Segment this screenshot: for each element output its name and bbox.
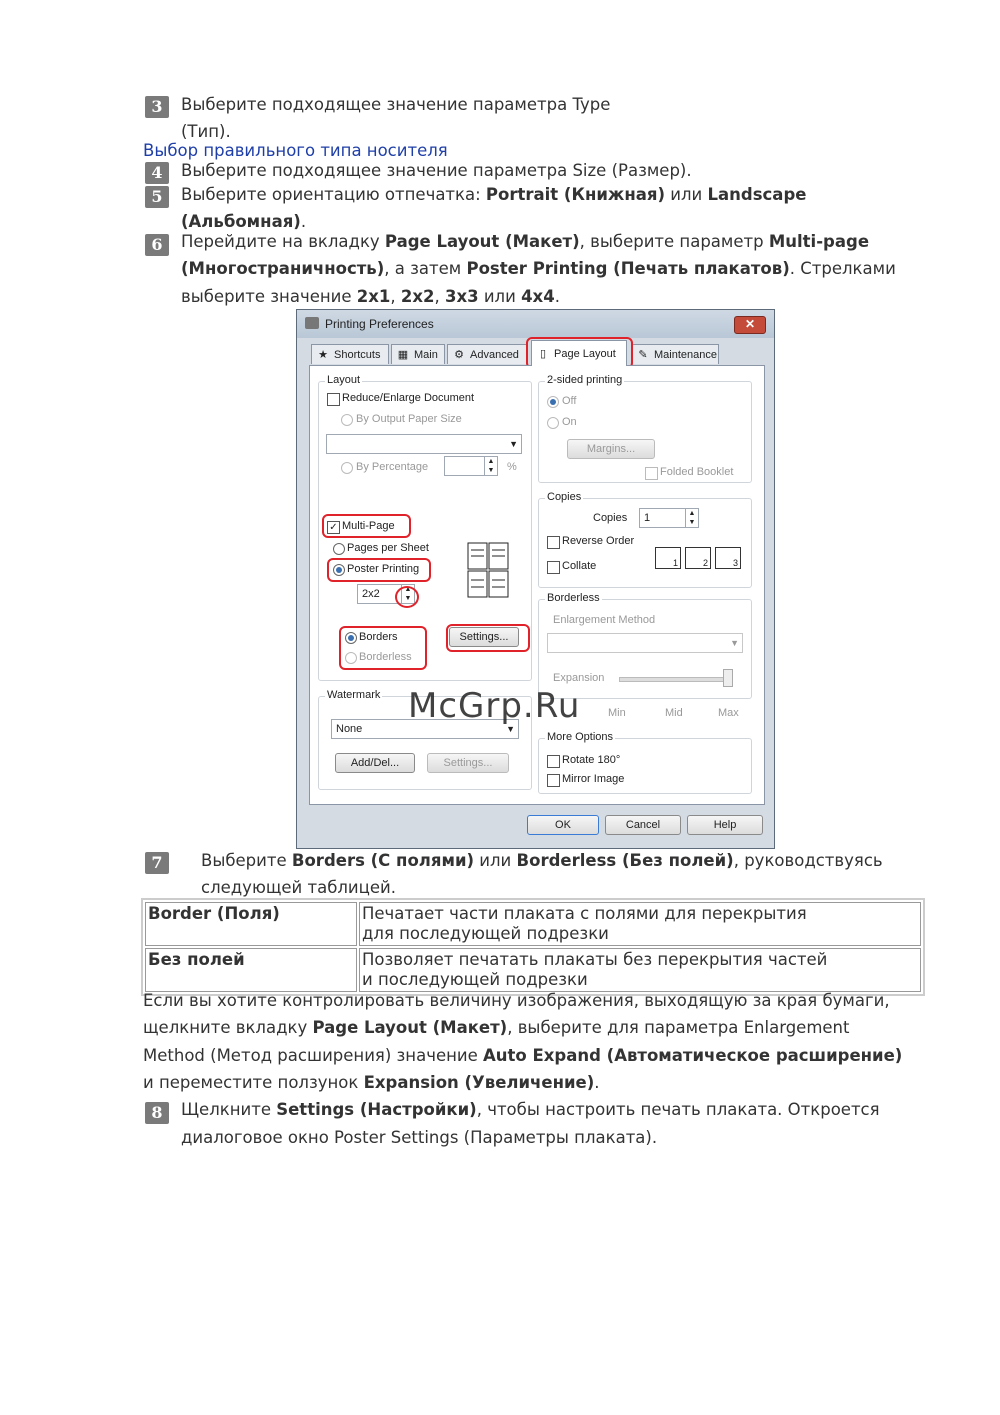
collate-label: Collate bbox=[562, 560, 597, 572]
by-percentage-radio[interactable] bbox=[341, 462, 353, 474]
table-value-cell bbox=[359, 902, 921, 946]
media-type-link[interactable]: Выбор правильного типа носителя bbox=[143, 141, 448, 160]
collate-page-3-icon: 3 bbox=[715, 547, 741, 569]
poster-preview-icon bbox=[467, 542, 509, 598]
tab-page-layout[interactable] bbox=[531, 340, 627, 366]
page-icon: ▯ bbox=[539, 348, 547, 360]
two-sided-on-label: On bbox=[562, 416, 577, 428]
pages-per-sheet-radio[interactable] bbox=[333, 543, 345, 555]
two-sided-on-radio[interactable] bbox=[547, 417, 559, 429]
reverse-order-checkbox[interactable] bbox=[547, 536, 560, 549]
two-sided-off-radio[interactable] bbox=[547, 396, 559, 408]
step-6-text-cont2: выберите значение 2x1, 2x2, 3x3 или 4x4. bbox=[181, 287, 560, 306]
folded-booklet-checkbox[interactable] bbox=[645, 467, 658, 480]
spin-arrows-icon: ▲ ▼ bbox=[685, 509, 698, 527]
dialog-title: Printing Preferences bbox=[325, 317, 434, 331]
tab-shortcuts[interactable] bbox=[311, 344, 389, 364]
chevron-down-icon: ▼ bbox=[509, 439, 518, 449]
table-row bbox=[145, 902, 921, 946]
expansion-label: Expansion bbox=[553, 672, 605, 684]
borderless-group bbox=[538, 592, 752, 699]
more-options-title: More Options bbox=[547, 731, 614, 743]
step-number-6: 6 bbox=[145, 234, 169, 256]
collate-page-1-icon: 1 bbox=[655, 547, 681, 569]
multi-page-checkbox[interactable]: ✓ bbox=[327, 521, 340, 534]
poster-size-value: 2x2 bbox=[362, 588, 380, 600]
copies-value: 1 bbox=[644, 512, 651, 524]
highlight-settings bbox=[446, 624, 530, 652]
by-percentage-label: By Percentage bbox=[356, 461, 429, 473]
tab-advanced[interactable] bbox=[447, 344, 527, 364]
step-6-text-cont: (Многостраничность), а затем Poster Printing (Печать плакатов). Стрелками bbox=[181, 259, 896, 278]
step-number-4: 4 bbox=[145, 162, 169, 184]
tab-maintenance-label: Maintenance bbox=[654, 349, 717, 361]
step-5-text: Выберите ориентацию отпечатка: Portrait (Книжная) или Landscape bbox=[181, 185, 807, 204]
step-number-8: 8 bbox=[145, 1102, 169, 1124]
mcgrp-watermark: McGrp.Ru bbox=[408, 686, 581, 726]
expansion-slider-thumb[interactable] bbox=[723, 669, 733, 687]
table-value-line: для последующей подрезки bbox=[362, 924, 609, 943]
enlargement-method-select[interactable] bbox=[547, 633, 743, 653]
multi-page-label: Multi-Page bbox=[342, 520, 395, 532]
chevron-down-icon: ▼ bbox=[730, 638, 739, 648]
highlight-poster-printing bbox=[327, 558, 431, 582]
copies-label: Copies bbox=[593, 512, 628, 524]
ok-button[interactable]: OK bbox=[527, 815, 599, 835]
borders-label: Borders bbox=[359, 631, 398, 643]
folded-booklet-label: Folded Booklet bbox=[660, 466, 734, 478]
watermark-value: None bbox=[336, 723, 363, 735]
tab-main-label: Main bbox=[414, 349, 438, 361]
para-line-1: Если вы хотите контролировать величину изображения, выходящую за края бумаги, bbox=[143, 991, 890, 1010]
poster-settings-button[interactable]: Settings... bbox=[449, 627, 519, 647]
rotate-checkbox[interactable] bbox=[547, 755, 560, 768]
reduce-enlarge-label: Reduce/Enlarge Document bbox=[342, 392, 475, 404]
step-8-text: Щелкните Settings (Настройки), чтобы настроить печать плаката. Откроется bbox=[181, 1100, 880, 1119]
close-button[interactable]: ✕ bbox=[734, 316, 766, 334]
table-value-line: Позволяет печатать плакаты без перекрытия частей bbox=[362, 950, 828, 969]
expansion-slider-track[interactable] bbox=[619, 677, 733, 682]
page-layout-panel bbox=[309, 365, 765, 805]
by-output-label: By Output Paper Size bbox=[356, 413, 462, 425]
expansion-min-label: Min bbox=[608, 707, 626, 719]
poster-printing-label: Poster Printing bbox=[347, 563, 420, 575]
two-sided-group bbox=[538, 374, 752, 483]
table-key-cell: Без полей bbox=[145, 948, 357, 992]
percentage-input[interactable] bbox=[444, 456, 498, 476]
wrench-icon: ✎ bbox=[638, 349, 648, 361]
two-sided-title: 2-sided printing bbox=[547, 374, 623, 386]
pages-per-sheet-label: Pages per Sheet bbox=[347, 542, 429, 554]
enlargement-method-label: Enlargement Method bbox=[553, 614, 656, 626]
borderless-label: Borderless bbox=[359, 651, 412, 663]
printer-icon bbox=[305, 317, 319, 329]
chevron-down-icon: ▼ bbox=[506, 724, 515, 734]
step-7-text: Выберите Borders (С полями) или Borderless (Без полей), руководствуясь bbox=[201, 851, 883, 870]
para-line-3: Method (Метод расширения) значение Auto Expand (Автоматическое расширение) bbox=[143, 1046, 903, 1065]
step-8-text-cont: диалоговое окно Poster Settings (Параметры плаката). bbox=[181, 1128, 658, 1147]
para-line-2: щелкните вкладку Page Layout (Макет), выберите для параметра Enlargement bbox=[143, 1018, 850, 1037]
highlight-borders bbox=[339, 626, 427, 670]
collate-checkbox[interactable] bbox=[547, 561, 560, 574]
copies-group bbox=[538, 491, 752, 588]
step-7-text-cont: следующей таблицей. bbox=[201, 878, 397, 897]
step-number-7: 7 bbox=[145, 852, 169, 874]
tab-maintenance[interactable] bbox=[631, 344, 719, 364]
main-icon: ▦ bbox=[397, 349, 409, 361]
highlight-multi-page bbox=[322, 514, 411, 538]
para-line-4: и переместите ползунок Expansion (Увеличение). bbox=[143, 1073, 600, 1092]
step-6-text: Перейдите на вкладку Page Layout (Макет), выберите параметр Multi-page bbox=[181, 232, 870, 251]
by-output-radio[interactable] bbox=[341, 414, 353, 426]
printing-preferences-dialog bbox=[296, 309, 775, 849]
copies-spinner[interactable] bbox=[639, 508, 699, 528]
borderless-group-title: Borderless bbox=[547, 592, 600, 604]
spin-arrows-icon: ▲ ▼ bbox=[401, 585, 414, 603]
table-row bbox=[145, 948, 921, 992]
margins-button[interactable]: Margins... bbox=[567, 439, 655, 459]
add-del-button[interactable]: Add/Del... bbox=[335, 753, 415, 773]
tab-main[interactable] bbox=[391, 344, 445, 364]
tab-advanced-label: Advanced bbox=[470, 349, 519, 361]
table-value-line: и последующей подрезки bbox=[362, 970, 588, 989]
percent-sign: % bbox=[507, 461, 517, 473]
watermark-group-title: Watermark bbox=[327, 689, 381, 701]
reverse-order-label: Reverse Order bbox=[562, 535, 635, 547]
dialog-titlebar bbox=[297, 310, 774, 338]
two-sided-off-label: Off bbox=[562, 395, 577, 407]
table-key-cell: Border (Поля) bbox=[145, 902, 357, 946]
star-icon: ★ bbox=[318, 349, 328, 361]
more-options-group bbox=[538, 731, 752, 794]
step-5-text-cont: (Альбомная). bbox=[181, 212, 307, 231]
mirror-checkbox[interactable] bbox=[547, 774, 560, 787]
rotate-label: Rotate 180° bbox=[562, 754, 621, 766]
step-number-5: 5 bbox=[145, 186, 169, 208]
collate-page-2-icon: 2 bbox=[685, 547, 711, 569]
advanced-icon: ⚙ bbox=[454, 349, 464, 361]
step-3-text: Выберите подходящее значение параметра Type bbox=[181, 95, 611, 114]
mirror-label: Mirror Image bbox=[562, 773, 625, 785]
expansion-max-label: Max bbox=[718, 707, 739, 719]
step-3-text-cont: (Тип). bbox=[181, 122, 231, 141]
table-value-line: Печатает части плаката с полями для перекрытия bbox=[362, 904, 807, 923]
copies-group-title: Copies bbox=[547, 491, 582, 503]
reduce-enlarge-checkbox[interactable] bbox=[327, 393, 340, 406]
borders-table bbox=[141, 898, 925, 996]
watermark-settings-button[interactable]: Settings... bbox=[427, 753, 509, 773]
tab-page-layout-label: Page Layout bbox=[554, 348, 616, 360]
table-value-cell bbox=[359, 948, 921, 992]
help-button[interactable]: Help bbox=[687, 815, 763, 835]
step-4-text: Выберите подходящее значение параметра Size (Размер). bbox=[181, 161, 692, 180]
spin-arrows-icon: ▲ ▼ bbox=[484, 457, 497, 475]
step-number-3: 3 bbox=[145, 96, 169, 118]
tab-shortcuts-label: Shortcuts bbox=[334, 349, 381, 361]
highlight-poster-arrows bbox=[395, 586, 419, 608]
cancel-button[interactable]: Cancel bbox=[605, 815, 681, 835]
expansion-mid-label: Mid bbox=[665, 707, 683, 719]
output-paper-select[interactable] bbox=[326, 434, 522, 454]
layout-group-title: Layout bbox=[327, 374, 361, 386]
